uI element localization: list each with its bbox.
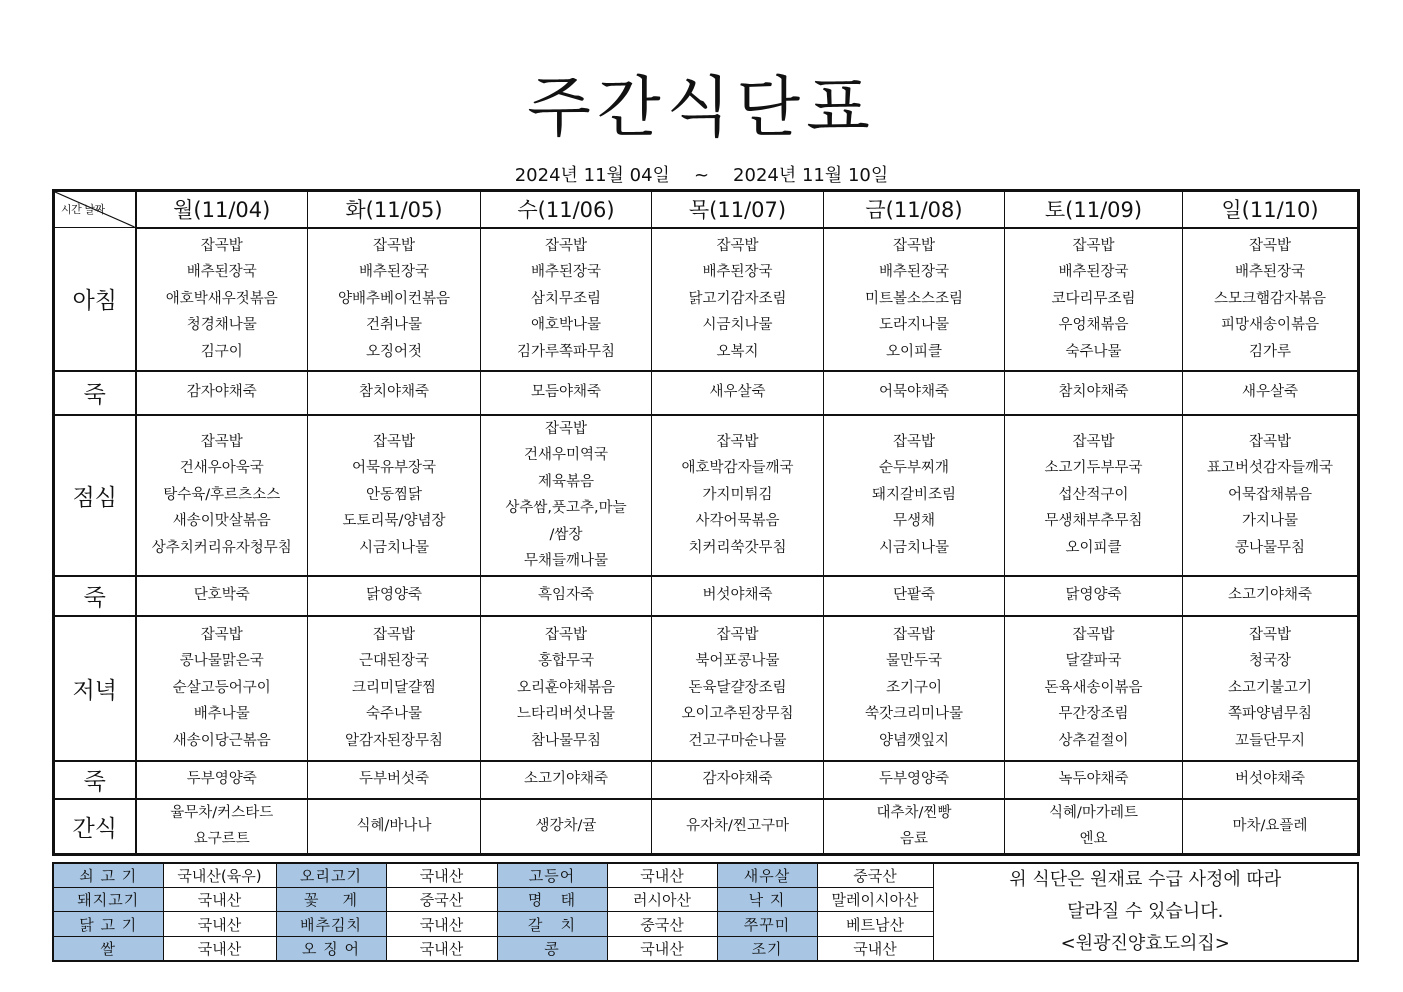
menu-cell [136, 616, 308, 761]
menu-item: 마차/요플레 [1232, 817, 1308, 834]
origin-item-value: 중국산 [817, 863, 933, 888]
menu-item: 물만두국 [885, 653, 943, 670]
origin-item-label: 돼지고기 [53, 888, 163, 912]
menu-item: 유자차/찐고구마 [686, 817, 789, 834]
menu-cell [1005, 799, 1183, 855]
menu-item: 쑥갓크리미나물 [864, 706, 964, 723]
menu-item: 근대된장국 [358, 653, 430, 670]
menu-item: 생강차/귤 [535, 817, 597, 834]
menu-item: 무간장조림 [1058, 706, 1129, 723]
menu-item: 잡곡밥 [372, 237, 416, 254]
menu-item: 느타리버섯나물 [516, 706, 616, 723]
menu-item: 율무차/커스타드 [170, 804, 274, 821]
origin-item-value: 국내산 [163, 936, 276, 961]
menu-cell [652, 228, 824, 371]
corner-header [54, 191, 136, 228]
menu-item: 배추된장국 [878, 264, 950, 281]
menu-item: 오이피클 [885, 343, 943, 360]
origin-item-label: 배추김치 [276, 912, 386, 936]
menu-item: 대추차/찐빵 [876, 804, 952, 821]
menu-cell [136, 415, 308, 576]
menu-item: 소고기야채죽 [523, 771, 609, 788]
corner-date: 날짜 [84, 203, 105, 216]
menu-cell [1183, 228, 1359, 371]
corner-time: 시간 [61, 203, 82, 216]
menu-item: 양배추베이컨볶음 [337, 290, 451, 307]
menu-item: 닭영양죽 [365, 587, 423, 604]
menu-item: 배추된장국 [1234, 264, 1306, 281]
menu-item: 돈육새송이볶음 [1044, 679, 1143, 696]
meal-row-porridge [54, 371, 1359, 415]
page-title: 주간식단표 [527, 69, 876, 146]
menu-item: 애호박나물 [530, 317, 602, 334]
menu-cell [1183, 415, 1359, 576]
menu-item: 오리훈야채볶음 [516, 679, 616, 696]
menu-item: 배추된장국 [1058, 264, 1129, 281]
weekly-menu-table [52, 189, 1360, 856]
menu-item: 단호박죽 [193, 587, 250, 604]
menu-cell [136, 761, 308, 799]
origin-item-label: 쭈꾸미 [717, 912, 817, 936]
menu-item: 참치야채죽 [1058, 384, 1129, 401]
menu-item: 잡곡밥 [200, 237, 243, 254]
menu-item: 오징어젓 [365, 343, 423, 360]
menu-cell [1005, 415, 1183, 576]
menu-item: 건새우미역국 [523, 447, 609, 463]
menu-item: 소고기야채죽 [1227, 587, 1313, 604]
menu-item: 새송이당근볶음 [172, 732, 271, 749]
menu-item: 돈육달걀장조림 [688, 679, 787, 696]
menu-item: 잡곡밥 [1248, 433, 1292, 450]
origin-item-value: 국내산 [817, 936, 933, 961]
menu-item: 사각어묵볶음 [695, 513, 780, 530]
meal-row-snack [54, 799, 1359, 855]
menu-item: 잡곡밥 [1248, 626, 1292, 643]
origin-item-label: 명 태 [497, 888, 607, 912]
menu-item: 돼지갈비조림 [871, 486, 957, 503]
origin-item-value: 중국산 [386, 888, 497, 912]
day-header: 일(11/10) [1183, 191, 1359, 228]
origin-item-label: 쌀 [53, 936, 163, 961]
menu-item: 두부버섯죽 [358, 771, 430, 788]
menu-item: 잡곡밥 [1072, 433, 1115, 450]
origin-item-value: 국내산 [163, 888, 276, 912]
meal-row-porridge [54, 576, 1359, 616]
menu-item: 엔요 [1079, 831, 1108, 847]
menu-item: 요구르트 [193, 831, 250, 847]
notice-line: 달라질 수 있습니다. [1067, 901, 1224, 922]
menu-item: 순두부찌개 [878, 460, 950, 477]
menu-item: /쌈장 [549, 526, 583, 543]
menu-item: 가지나물 [1241, 513, 1299, 530]
day-header: 화(11/05) [308, 191, 481, 228]
menu-item: 잡곡밥 [544, 626, 588, 643]
origin-item-label: 고등어 [497, 863, 607, 888]
ingredient-origin-table [52, 862, 1359, 962]
menu-cell [481, 616, 652, 761]
origin-item-label: 꽃 게 [276, 888, 386, 912]
menu-item: 꼬들단무지 [1234, 732, 1306, 749]
menu-cell [824, 371, 1005, 415]
menu-item: 시금치나물 [702, 317, 773, 334]
menu-item: 삼치무조림 [530, 290, 602, 307]
menu-item: 탕수육/후르츠소스 [163, 486, 281, 503]
menu-cell [652, 576, 824, 616]
menu-item: 우엉채볶음 [1058, 317, 1129, 334]
menu-item: 상추쌈,풋고추,마늘 [505, 500, 627, 516]
origin-item-value: 베트남산 [817, 912, 933, 936]
menu-item: 건고구마순나물 [688, 732, 787, 749]
origin-item-label: 조기 [717, 936, 817, 961]
origin-item-value: 국내산 [163, 912, 276, 936]
menu-cell [824, 228, 1005, 371]
menu-cell [136, 576, 308, 616]
menu-item: 배추된장국 [358, 264, 430, 281]
menu-item: 잡곡밥 [892, 626, 936, 643]
menu-cell [481, 799, 652, 855]
origin-item-label: 새우살 [717, 863, 817, 888]
menu-cell [308, 415, 481, 576]
menu-item: 식혜/바나나 [356, 817, 432, 834]
origin-item-value: 국내산 [386, 912, 497, 936]
menu-item: 미트볼소스조림 [864, 290, 964, 307]
menu-item: 콩나물맑은국 [179, 653, 264, 670]
menu-item: 잡곡밥 [200, 626, 243, 643]
menu-item: 잡곡밥 [544, 237, 588, 254]
menu-item: 표고버섯감자들깨국 [1206, 460, 1334, 477]
menu-item: 섭산적구이 [1058, 486, 1129, 503]
menu-item: 잡곡밥 [372, 433, 416, 450]
menu-cell [1183, 576, 1359, 616]
menu-item: 잡곡밥 [1248, 237, 1292, 254]
date-range [0, 164, 1403, 188]
menu-item: 어묵유부장국 [351, 460, 437, 477]
menu-cell [1183, 371, 1359, 415]
menu-item: 잡곡밥 [892, 433, 936, 450]
period-end: 2024년 11월 10일 [733, 165, 889, 186]
menu-item: 닭영양죽 [1065, 587, 1122, 604]
menu-item: 배추된장국 [530, 264, 602, 281]
menu-item: 숙주나물 [1065, 343, 1122, 360]
meal-label: 간식 [54, 799, 136, 855]
menu-item: 소고기불고기 [1227, 679, 1313, 696]
menu-cell [1183, 761, 1359, 799]
menu-item: 잡곡밥 [544, 420, 588, 437]
menu-item: 가지미튀김 [702, 486, 773, 503]
menu-item: 단팥죽 [892, 587, 936, 604]
menu-item: 음료 [899, 831, 928, 847]
day-header: 수(11/06) [481, 191, 652, 228]
menu-cell [1183, 616, 1359, 761]
menu-item: 버섯야채죽 [1234, 771, 1306, 788]
menu-item: 식혜/마가레트 [1049, 804, 1138, 821]
meal-label: 죽 [54, 371, 136, 415]
menu-cell [1005, 371, 1183, 415]
day-header: 월(11/04) [136, 191, 308, 228]
menu-item: 김구이 [200, 343, 243, 360]
origin-item-value: 국내산(육우) [163, 863, 276, 888]
origin-item-label: 콩 [497, 936, 607, 961]
menu-item: 알감자된장무침 [344, 732, 444, 749]
menu-cell [481, 371, 652, 415]
menu-item: 배추된장국 [186, 264, 257, 281]
menu-cell [652, 415, 824, 576]
menu-cell [652, 616, 824, 761]
origin-item-value: 국내산 [607, 863, 717, 888]
menu-item: 새우살죽 [709, 384, 766, 401]
menu-item: 북어포콩나물 [695, 653, 780, 670]
meal-row-porridge [54, 761, 1359, 799]
menu-cell [824, 761, 1005, 799]
menu-item: 닭고기감자조림 [688, 290, 787, 307]
menu-item: 참나물무침 [530, 732, 602, 749]
menu-item: 어묵잡채볶음 [1227, 486, 1313, 503]
menu-item: 코다리무조림 [1051, 290, 1136, 307]
meal-label: 아침 [54, 228, 136, 371]
meal-row-breakfast [54, 228, 1359, 371]
menu-item: 애호박새우젓볶음 [165, 290, 278, 307]
menu-cell [308, 576, 481, 616]
notice-line: <원광진양효도의집> [1060, 933, 1230, 954]
menu-item: 잡곡밥 [372, 626, 416, 643]
menu-item: 잡곡밥 [892, 237, 936, 254]
menu-item: 애호박감자들깨국 [681, 460, 794, 477]
menu-item: 새우살죽 [1241, 384, 1299, 401]
menu-item: 배추된장국 [702, 264, 773, 281]
menu-item: 시금치나물 [358, 539, 430, 556]
menu-item: 어묵야채죽 [878, 384, 950, 401]
day-header: 토(11/09) [1005, 191, 1183, 228]
origin-item-label: 오리고기 [276, 863, 386, 888]
menu-item: 상추겉절이 [1058, 732, 1129, 749]
menu-cell [1005, 616, 1183, 761]
menu-item: 양념깻잎지 [878, 732, 950, 749]
origin-item-value: 국내산 [607, 936, 717, 961]
menu-item: 청경채나물 [186, 317, 257, 334]
menu-item: 콩나물무침 [1234, 539, 1306, 556]
menu-item: 제육볶음 [537, 473, 595, 490]
menu-cell [481, 761, 652, 799]
menu-item: 김가루쪽파무침 [516, 343, 616, 360]
menu-cell [308, 371, 481, 415]
menu-cell [1005, 576, 1183, 616]
corner-label [61, 201, 105, 217]
menu-item: 무생채부추무침 [1044, 513, 1143, 530]
origin-item-value: 국내산 [386, 936, 497, 961]
menu-item: 달걀파국 [1065, 653, 1122, 670]
origin-notice [933, 863, 1358, 961]
menu-item: 참치야채죽 [358, 384, 430, 401]
menu-item: 무생채 [892, 513, 936, 530]
menu-cell [652, 371, 824, 415]
origin-item-value: 러시아산 [607, 888, 717, 912]
menu-item: 상추치커리유자청무침 [151, 539, 292, 556]
menu-item: 시금치나물 [878, 539, 950, 556]
menu-cell [481, 228, 652, 371]
origin-item-label: 갈 치 [497, 912, 607, 936]
menu-item: 김가루 [1248, 343, 1292, 360]
menu-item: 무채들깨나물 [523, 553, 609, 569]
menu-item: 잡곡밥 [200, 433, 243, 450]
origin-item-label: 낙 지 [717, 888, 817, 912]
day-header: 목(11/07) [652, 191, 824, 228]
menu-cell [824, 799, 1005, 855]
menu-item: 안동찜닭 [365, 486, 423, 503]
menu-item: 오이고추된장무침 [681, 706, 794, 723]
menu-cell [481, 415, 652, 576]
menu-cell [136, 228, 308, 371]
menu-item: 소고기두부무국 [1044, 460, 1143, 477]
menu-item: 감자야채죽 [186, 384, 257, 401]
meal-row-dinner [54, 616, 1359, 761]
menu-item: 조기구이 [885, 679, 943, 696]
meal-label: 점심 [54, 415, 136, 576]
menu-item: 감자야채죽 [702, 771, 773, 788]
menu-cell [308, 761, 481, 799]
menu-item: 스모크햄감자볶음 [1213, 290, 1327, 307]
menu-cell [136, 799, 308, 855]
menu-item: 건새우아욱국 [179, 460, 264, 477]
origin-item-value: 중국산 [607, 912, 717, 936]
menu-cell [308, 228, 481, 371]
menu-item: 잡곡밥 [716, 433, 759, 450]
meal-label: 죽 [54, 761, 136, 799]
menu-item: 두부영양죽 [186, 771, 257, 788]
menu-cell [1005, 228, 1183, 371]
menu-cell [824, 415, 1005, 576]
menu-cell [136, 371, 308, 415]
origin-item-label: 닭 고 기 [53, 912, 163, 936]
menu-item: 버섯야채죽 [702, 587, 773, 604]
menu-item: 잡곡밥 [1072, 626, 1115, 643]
menu-item: 잡곡밥 [716, 626, 759, 643]
menu-cell [308, 616, 481, 761]
menu-item: 모듬야채죽 [530, 384, 602, 401]
menu-item: 두부영양죽 [878, 771, 950, 788]
menu-item: 오복지 [716, 343, 759, 360]
day-header: 금(11/08) [824, 191, 1005, 228]
menu-item: 청국장 [1248, 653, 1292, 670]
menu-cell [824, 576, 1005, 616]
menu-item: 치커리쑥갓무침 [688, 539, 787, 556]
menu-item: 배추나물 [193, 706, 250, 723]
notice-line: 위 식단은 원재료 수급 사정에 따라 [1009, 869, 1282, 890]
menu-item: 건취나물 [365, 317, 423, 334]
menu-item: 피망새송이볶음 [1220, 317, 1320, 334]
menu-cell [1005, 761, 1183, 799]
menu-item: 새송이맛살볶음 [172, 513, 271, 530]
menu-cell [652, 799, 824, 855]
menu-item: 순살고등어구이 [172, 679, 271, 696]
origin-item-value: 국내산 [386, 863, 497, 888]
origin-item-value: 말레이시아산 [817, 888, 933, 912]
menu-item: 도토리묵/양념장 [342, 513, 446, 530]
menu-item: 잡곡밥 [1072, 237, 1115, 254]
menu-item: 숙주나물 [365, 706, 423, 723]
menu-item: 흑임자죽 [537, 587, 595, 604]
period-start: 2024년 11월 04일 [514, 165, 670, 186]
menu-cell [1183, 799, 1359, 855]
meal-row-lunch [54, 415, 1359, 576]
menu-cell [652, 761, 824, 799]
period-separator: ~ [693, 165, 710, 186]
origin-item-label: 오 징 어 [276, 936, 386, 961]
origin-item-label: 쇠 고 기 [53, 863, 163, 888]
menu-item: 잡곡밥 [716, 237, 759, 254]
menu-item: 오이피클 [1065, 539, 1122, 556]
menu-item: 도라지나물 [878, 317, 950, 334]
meal-label: 저녁 [54, 616, 136, 761]
menu-item: 홍합무국 [537, 653, 595, 670]
menu-cell [481, 576, 652, 616]
menu-cell [824, 616, 1005, 761]
menu-cell [308, 799, 481, 855]
menu-item: 크리미달걀찜 [351, 679, 437, 696]
meal-label: 죽 [54, 576, 136, 616]
menu-item: 쪽파양념무침 [1227, 706, 1313, 723]
menu-item: 녹두야채죽 [1058, 771, 1129, 788]
